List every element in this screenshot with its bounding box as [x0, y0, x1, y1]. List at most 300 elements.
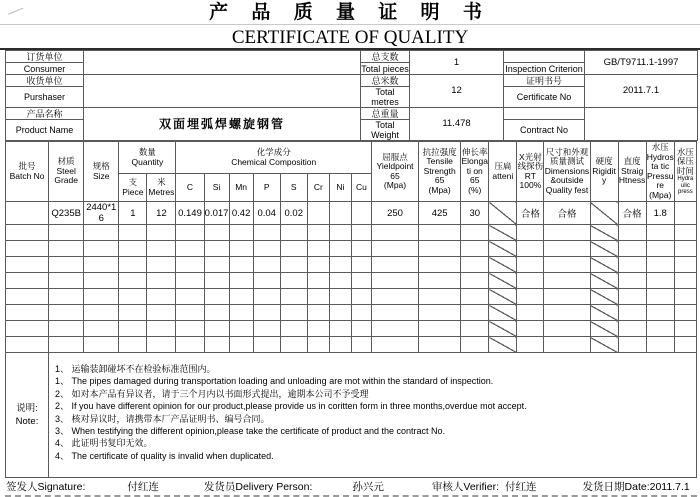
empty-cell	[6, 257, 49, 273]
empty-cell	[544, 305, 590, 321]
empty-cell	[6, 241, 49, 257]
empty-cell	[176, 225, 204, 241]
cell-p: 0.04	[253, 202, 280, 225]
empty-cell	[6, 321, 49, 337]
header-elongation-symbol: 65	[470, 175, 480, 186]
empty-cell	[119, 337, 147, 353]
empty-cell	[253, 273, 280, 289]
empty-cell	[544, 241, 590, 257]
empty-cell	[618, 337, 646, 353]
cell-s: 0.02	[280, 202, 307, 225]
empty-cell	[351, 257, 371, 273]
header-flattening-en: atteni	[492, 170, 514, 181]
empty-cell	[204, 257, 229, 273]
empty-cell-flattening-slash	[489, 257, 517, 273]
empty-cell-rigidity-slash	[590, 321, 618, 337]
cell-batch-no	[6, 202, 49, 225]
empty-cell	[253, 257, 280, 273]
empty-cell	[329, 241, 351, 257]
empty-row	[6, 337, 697, 353]
empty-cell	[517, 305, 544, 321]
note-line: 3、 核对异议时，请携带本厂产品证明书、编号合同。	[55, 413, 270, 424]
certificate-no-label-en: Certificate No	[504, 87, 585, 108]
cell-elongation: 30	[461, 202, 489, 225]
header-hydrostatic-zh: 水压	[651, 142, 669, 152]
contract-no-value	[585, 108, 698, 141]
empty-cell	[371, 257, 418, 273]
product-name-value: 双面埋弧焊螺旋钢管	[84, 108, 361, 141]
header-batch-en: Batch No	[9, 170, 45, 181]
header-element-p: P	[253, 174, 280, 202]
signature-footer	[5, 478, 697, 497]
data-row	[6, 202, 697, 225]
empty-cell	[646, 321, 674, 337]
empty-cell	[49, 273, 84, 289]
empty-cell	[371, 289, 418, 305]
verifier-label: 审核人Verifier:	[431, 481, 500, 493]
empty-cell	[351, 273, 371, 289]
empty-cell	[371, 321, 418, 337]
empty-cell	[674, 273, 696, 289]
empty-cell	[6, 337, 49, 353]
empty-cell-rigidity-slash	[590, 225, 618, 241]
header-batch-zh: 批号	[18, 161, 36, 171]
empty-cell	[544, 257, 590, 273]
header-tensile-zh: 抗拉强度	[422, 146, 457, 157]
ship-date-label: 发货日期Date:	[582, 481, 650, 493]
empty-cell	[229, 257, 253, 273]
empty-cell	[544, 321, 590, 337]
empty-cell	[84, 289, 119, 305]
header-rigidity	[590, 142, 618, 202]
empty-cell	[351, 321, 371, 337]
empty-cell	[307, 273, 329, 289]
empty-cell	[351, 289, 371, 305]
total-pieces-value: 1	[410, 51, 504, 75]
empty-cell	[618, 305, 646, 321]
empty-cell	[674, 289, 696, 305]
empty-cell-flattening-slash	[489, 225, 517, 241]
empty-cell	[253, 241, 280, 257]
header-yield-unit: (Mpa)	[383, 180, 407, 190]
note-line: 3、 When testifying the different opinion,please take the certificate of product and the contract No.	[55, 426, 446, 437]
header-hydrostatic-pressure	[646, 142, 674, 202]
empty-cell	[419, 257, 461, 273]
header-elongation	[461, 142, 489, 202]
empty-cell	[351, 337, 371, 353]
empty-cell-flattening-slash	[489, 337, 517, 353]
purchaser-label-zh: 收货单位	[6, 75, 84, 87]
empty-cell	[147, 241, 176, 257]
product-name-label-en: Product Name	[6, 120, 84, 141]
header-element-cu: Cu	[351, 174, 371, 202]
empty-cell	[84, 305, 119, 321]
empty-cell	[461, 305, 489, 321]
empty-cell	[147, 257, 176, 273]
empty-cell	[646, 289, 674, 305]
empty-cell	[280, 289, 307, 305]
empty-cell	[280, 305, 307, 321]
header-piece-en: Piece	[122, 186, 144, 197]
empty-row	[6, 305, 697, 321]
empty-row	[6, 273, 697, 289]
empty-cell	[176, 305, 204, 321]
header-size-en: Size	[92, 170, 110, 181]
empty-cell	[674, 321, 696, 337]
empty-cell	[461, 257, 489, 273]
empty-cell	[253, 321, 280, 337]
note-line: 4、 The certificate of quality is invalid when duplicated.	[55, 450, 274, 461]
header-xray-zh: X光射线探伤	[517, 151, 544, 171]
cell-straightness: 合格	[618, 202, 646, 225]
header-straightness-en: Straig Htness	[618, 165, 646, 186]
header-grade-en: Steel Grade	[54, 165, 78, 186]
empty-cell	[544, 225, 590, 241]
cell-rigidity	[590, 202, 618, 225]
empty-cell	[351, 225, 371, 241]
notes-label	[6, 353, 49, 477]
empty-cell	[329, 321, 351, 337]
empty-cell	[49, 257, 84, 273]
header-size-zh: 规格	[92, 161, 110, 171]
empty-cell	[147, 225, 176, 241]
header-piece	[119, 174, 147, 202]
empty-cell	[544, 289, 590, 305]
cell-steel-grade: Q235B	[49, 202, 84, 225]
empty-cell-flattening-slash	[489, 273, 517, 289]
empty-cell	[351, 305, 371, 321]
notes-label-en: Note:	[15, 416, 39, 427]
empty-cell	[253, 225, 280, 241]
empty-cell	[204, 321, 229, 337]
empty-cell	[419, 305, 461, 321]
cell-mn: 0.42	[229, 202, 253, 225]
total-metres-label-zh: 总米数	[361, 75, 410, 87]
product-name-label-zh: 产品名称	[6, 108, 84, 120]
empty-cell-rigidity-slash	[590, 305, 618, 321]
empty-cell	[461, 241, 489, 257]
header-dimensions-zh: 尺寸和外观 质量测试	[545, 146, 589, 167]
empty-cell	[280, 337, 307, 353]
empty-cell	[280, 257, 307, 273]
cell-flattening	[489, 202, 517, 225]
empty-cell	[329, 257, 351, 273]
header-element-si: Si	[204, 174, 229, 202]
empty-cell	[176, 257, 204, 273]
header-piece-zh: 支	[128, 177, 138, 187]
signature-value: 付红连	[127, 481, 159, 493]
cell-cr	[307, 202, 329, 225]
empty-cell	[329, 225, 351, 241]
empty-cell	[84, 337, 119, 353]
empty-cell	[674, 305, 696, 321]
empty-cell	[84, 241, 119, 257]
total-pieces-label-zh: 总支数	[361, 51, 410, 63]
empty-cell	[280, 321, 307, 337]
empty-cell	[371, 337, 418, 353]
delivery-person-label: 发货员Delivery Person:	[203, 481, 313, 493]
empty-cell	[49, 241, 84, 257]
header-grade-zh: 材质	[57, 156, 75, 167]
empty-cell	[176, 273, 204, 289]
header-hold-time	[674, 142, 696, 202]
empty-cell	[119, 257, 147, 273]
cell-xray: 合格	[517, 202, 544, 225]
cell-pieces: 1	[119, 202, 147, 225]
cell-hydrostatic: 1.8	[646, 202, 674, 225]
empty-cell-flattening-slash	[489, 305, 517, 321]
title-english: CERTIFICATE OF QUALITY	[0, 25, 700, 50]
contract-no-label-zh	[504, 108, 585, 120]
cell-dimensions: 合格	[544, 202, 590, 225]
header-chemical-zh: 化学成分	[256, 147, 291, 157]
signature-label: 签发人Signature:	[6, 481, 86, 493]
header-xray-en: RT 100%	[519, 170, 542, 190]
purchaser-label-en: Purshaser	[6, 87, 84, 108]
empty-cell	[329, 305, 351, 321]
cell-tensile-strength: 425	[419, 202, 461, 225]
empty-cell	[618, 321, 646, 337]
empty-cell	[674, 225, 696, 241]
empty-cell	[204, 241, 229, 257]
empty-cell	[6, 305, 49, 321]
header-flattening	[489, 142, 517, 202]
empty-cell	[307, 289, 329, 305]
note-line: 2、 If you have different opinion for our product,please provide us in coritten form in three months,overdue mot accept.	[55, 401, 527, 412]
cell-ni	[329, 202, 351, 225]
header-elongation-en: Elongati on	[461, 156, 488, 176]
empty-cell-rigidity-slash	[590, 273, 618, 289]
empty-cell	[49, 305, 84, 321]
certificate-no-label-zh: 证明书号	[504, 75, 585, 87]
empty-cell	[176, 337, 204, 353]
empty-cell	[176, 289, 204, 305]
empty-cell	[204, 225, 229, 241]
header-elongation-zh: 伸长率	[461, 146, 488, 157]
empty-cell	[517, 289, 544, 305]
header-elongation-unit: (%)	[468, 184, 482, 195]
empty-cell	[517, 321, 544, 337]
empty-cell	[147, 321, 176, 337]
empty-cell	[329, 273, 351, 289]
header-element-mn: Mn	[229, 174, 253, 202]
ship-date-value: 2011.7.1	[649, 480, 690, 493]
empty-cell	[147, 289, 176, 305]
note-line: 1、 The pipes damaged during transportation loading and unloading are mot within the standard of inspection.	[55, 376, 494, 387]
inspection-criterion-label-en: Inspection Criterion	[505, 63, 583, 74]
header-tensile-en: Tensile Strength	[423, 156, 456, 176]
empty-cell	[371, 225, 418, 241]
empty-cell	[461, 321, 489, 337]
cell-c: 0.149	[176, 202, 204, 225]
header-metres	[147, 174, 176, 202]
empty-row	[6, 225, 697, 241]
empty-cell	[307, 305, 329, 321]
empty-cell	[371, 241, 418, 257]
note-line: 2、 如对本产品有异议者，请于三个月内以书面形式提出，逾期本公司不予受理	[55, 388, 369, 399]
header-size	[84, 142, 119, 202]
empty-cell	[307, 337, 329, 353]
empty-cell-rigidity-slash	[590, 257, 618, 273]
empty-cell	[119, 321, 147, 337]
empty-cell	[6, 273, 49, 289]
empty-cell	[351, 241, 371, 257]
empty-cell	[84, 321, 119, 337]
empty-cell	[6, 225, 49, 241]
empty-cell	[147, 337, 176, 353]
empty-cell	[229, 305, 253, 321]
empty-cell	[119, 289, 147, 305]
empty-cell	[307, 225, 329, 241]
empty-cell	[147, 305, 176, 321]
header-hold-time-zh: 水压 保压 时间	[676, 146, 694, 176]
header-metres-en: Metres	[148, 186, 175, 197]
header-quantity-en: Quantity	[131, 156, 164, 167]
empty-cell	[618, 257, 646, 273]
certificate-no-value: 2011.7.1	[585, 75, 698, 108]
empty-row	[6, 289, 697, 305]
inspection-criterion-value: GB/T9711.1-1997	[585, 51, 698, 75]
header-yield-point	[371, 142, 418, 202]
empty-cell	[371, 273, 418, 289]
cell-size: 2440*16	[84, 202, 119, 225]
empty-cell	[49, 289, 84, 305]
header-hydrostatic-unit: (Mpa)	[649, 189, 672, 200]
empty-cell	[419, 289, 461, 305]
header-hydrostatic-en: Hydrosta tic Pressure	[646, 151, 674, 190]
consumer-label-zh: 订货单位	[6, 51, 84, 63]
empty-cell	[419, 273, 461, 289]
header-steel-grade	[49, 142, 84, 202]
empty-cell-rigidity-slash	[590, 289, 618, 305]
empty-cell-rigidity-slash	[590, 337, 618, 353]
empty-cell	[646, 337, 674, 353]
empty-cell	[618, 241, 646, 257]
empty-cell	[176, 241, 204, 257]
empty-cell	[84, 273, 119, 289]
empty-cell	[204, 289, 229, 305]
delivery-person-value: 孙兴元	[352, 481, 384, 493]
empty-cell	[646, 305, 674, 321]
header-hold-time-en: Hydra ulic press	[677, 176, 694, 195]
header-dimensions	[544, 142, 590, 202]
header-chemical-en: Chemical Composition	[231, 156, 317, 167]
empty-cell	[517, 257, 544, 273]
header-chemical-composition	[176, 142, 372, 174]
empty-cell	[461, 337, 489, 353]
header-yield-symbol: 65	[390, 170, 400, 181]
header-straightness-zh: 直度	[623, 156, 641, 167]
empty-cell	[280, 273, 307, 289]
inspection-criterion-label-zh	[504, 51, 585, 63]
empty-cell	[49, 321, 84, 337]
cell-cu	[351, 202, 371, 225]
empty-cell-flattening-slash	[489, 289, 517, 305]
empty-cell	[229, 321, 253, 337]
title-chinese: 产 品 质 量 证 明 书	[0, 0, 700, 25]
empty-cell	[517, 337, 544, 353]
empty-cell	[253, 289, 280, 305]
empty-cell	[544, 273, 590, 289]
consumer-label-en: Consumer	[6, 63, 84, 75]
empty-cell	[307, 321, 329, 337]
empty-cell	[646, 273, 674, 289]
empty-row	[6, 321, 697, 337]
empty-cell	[674, 337, 696, 353]
empty-cell	[49, 225, 84, 241]
consumer-value	[84, 51, 361, 75]
empty-cell	[329, 337, 351, 353]
total-metres-value: 12	[410, 75, 504, 108]
header-yield-en: Yieldpoint	[376, 161, 414, 171]
header-element-cr: Cr	[307, 174, 329, 202]
header-xray	[517, 142, 544, 202]
header-rigidity-zh: 硬度	[595, 156, 613, 167]
header-quantity	[119, 142, 176, 174]
empty-cell	[119, 305, 147, 321]
info-table	[5, 50, 698, 141]
total-weight-value: 11.478	[410, 108, 504, 141]
empty-cell	[419, 225, 461, 241]
empty-cell	[307, 257, 329, 273]
empty-cell-flattening-slash	[489, 321, 517, 337]
empty-cell	[84, 225, 119, 241]
empty-cell	[618, 225, 646, 241]
empty-cell	[517, 225, 544, 241]
header-batch-no	[6, 142, 49, 202]
notes-label-zh: 说明:	[16, 403, 38, 414]
empty-cell-flattening-slash	[489, 241, 517, 257]
header-yield-zh: 屈服点	[382, 151, 408, 162]
empty-cell	[517, 241, 544, 257]
notes-section	[5, 353, 697, 478]
empty-row	[6, 241, 697, 257]
total-weight-label-en: Total Weight	[361, 120, 410, 141]
empty-cell	[6, 289, 49, 305]
contract-no-label-en: Contract No	[504, 120, 585, 141]
cell-yield-point: 250	[371, 202, 418, 225]
empty-cell	[280, 241, 307, 257]
header-element-s: S	[280, 174, 307, 202]
note-line: 4、 此证明书复印无效。	[55, 438, 153, 449]
empty-cell	[419, 241, 461, 257]
header-straightness	[618, 142, 646, 202]
total-weight-label-zh: 总重量	[361, 108, 410, 120]
empty-cell	[461, 273, 489, 289]
header-tensile-strength	[419, 142, 461, 202]
empty-cell	[119, 273, 147, 289]
empty-cell	[176, 321, 204, 337]
empty-cell	[229, 225, 253, 241]
empty-cell	[119, 241, 147, 257]
empty-cell	[544, 337, 590, 353]
purchaser-value	[84, 75, 361, 108]
empty-cell	[517, 273, 544, 289]
empty-cell	[419, 321, 461, 337]
header-tensile-unit: (Mpa)	[428, 184, 451, 195]
notes-body	[49, 353, 696, 477]
total-metres-label-en: Total metres	[361, 87, 410, 108]
empty-cell	[618, 289, 646, 305]
note-line: 1、 运输装卸碰坏不在检验标准范围内。	[55, 364, 216, 374]
empty-cell	[119, 225, 147, 241]
empty-cell	[674, 241, 696, 257]
empty-cell	[646, 257, 674, 273]
empty-cell-rigidity-slash	[590, 241, 618, 257]
header-rigidity-en: Rigidity	[592, 165, 616, 186]
empty-cell	[461, 289, 489, 305]
empty-cell	[461, 225, 489, 241]
